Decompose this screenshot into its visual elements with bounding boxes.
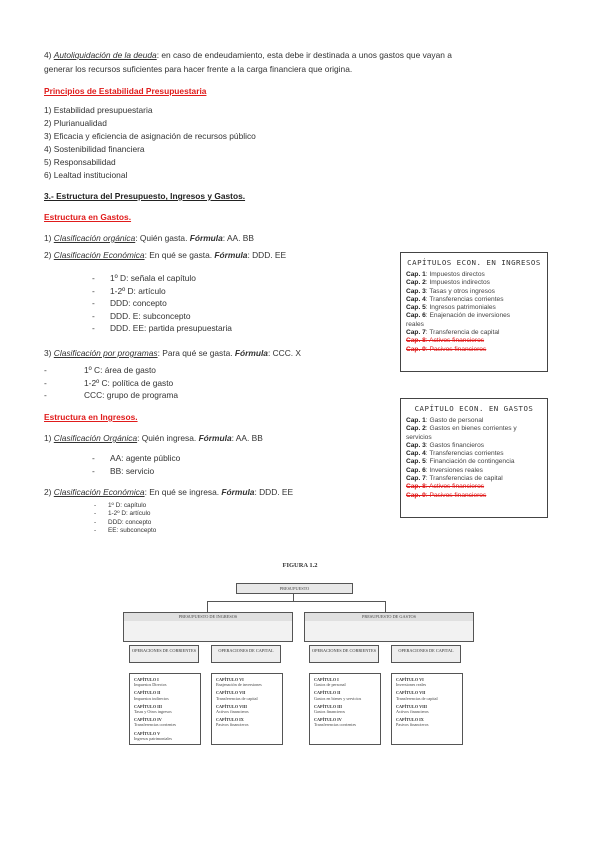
capitulo-key: Cap. 4	[406, 295, 426, 303]
capitulo-key: Cap. 3	[406, 287, 426, 295]
list-item	[92, 453, 180, 464]
figure-capitulo: CAPÍTULO I	[314, 677, 339, 682]
capitulo-key: Cap. 5	[406, 458, 426, 466]
principio-item: 1) Estabilidad presupuestaria	[44, 105, 153, 115]
list-item	[92, 286, 232, 297]
figure-capitulo-desc: Enajenación de inversiones	[216, 682, 262, 688]
bullet-icon: -	[92, 323, 95, 333]
capitulo-row	[401, 417, 547, 425]
list-item	[92, 466, 180, 477]
figure-capitulo-desc: Impuestos indirectos	[134, 695, 169, 701]
list-item-text: DDD: concepto	[110, 298, 167, 308]
figure-capitulo-desc: Transferencias corrientes	[314, 722, 357, 728]
figure-capitulo-desc: Pasivos financieros	[216, 722, 249, 728]
figure-capitulo: CAPÍTULO IV	[134, 717, 162, 723]
capitulo-key: Cap. 6	[406, 466, 426, 474]
figure-capitulo-desc: Activos financieros	[396, 709, 429, 715]
figure-col-1	[129, 673, 201, 745]
capitulo-row	[401, 288, 547, 296]
capitulo-key: Cap. 7	[406, 475, 426, 483]
figure-capitulo-desc: Tasas y Otros ingresos	[134, 709, 172, 715]
principio-item: 5) Responsabilidad	[44, 157, 116, 167]
list-item	[92, 323, 232, 334]
capitulo-key: Cap. 9	[406, 491, 426, 499]
list-item-text: 1-2º D: artículo	[110, 285, 166, 296]
bullet-icon: -	[92, 273, 95, 283]
list-item-text: CCC: grupo de programa	[84, 390, 179, 400]
list-item-text: AA: agente público	[110, 453, 181, 463]
capitulo-value: : Impuestos indirectos	[425, 279, 490, 287]
bullet-icon: -	[92, 465, 95, 476]
bullet-icon: -	[94, 510, 97, 518]
list-item	[94, 527, 156, 535]
list-item-text: DDD. EE: partida presupuestaria	[110, 323, 232, 333]
capitulo-value: : Gastos en bienes corrientes y	[425, 425, 517, 433]
capitulo-key: Cap. 2	[406, 279, 426, 287]
figure-capitulo: CAPÍTULO VII	[216, 690, 246, 696]
capitulo-value: : Inversiones reales	[425, 466, 483, 474]
figure-capitulo: CAPÍTULO III	[134, 703, 163, 709]
figure-capitulo-desc: Inversiones reales	[396, 682, 427, 688]
principios-list	[44, 105, 256, 183]
principio-item: 6) Lealtad institucional	[44, 170, 128, 180]
capitulo-key: Cap. 8	[406, 483, 426, 491]
capitulo-row	[401, 279, 547, 287]
figure-capitulo-desc: Ingresos patrimoniales	[134, 735, 173, 741]
capitulo-value: : Transferencia de capital	[425, 329, 500, 337]
capitulo-row	[401, 312, 547, 320]
capitulo-value: servicios	[406, 433, 432, 441]
gastos-programas-list	[44, 365, 178, 403]
list-item	[44, 365, 178, 376]
figure-head-2: OPERACIONES DE CAPITAL	[211, 645, 281, 663]
bullet-icon: -	[94, 527, 97, 535]
figure-capitulo: CAPÍTULO I	[134, 677, 159, 682]
box-capitulos-ingresos	[400, 252, 548, 372]
capitulo-row	[401, 467, 547, 475]
figure-capitulo-desc: Activos financieros	[216, 709, 249, 715]
figure-capitulo-desc: Impuestos Directos	[134, 682, 167, 688]
capitulo-value: : Financiación de contingencia	[425, 458, 515, 466]
list-item	[44, 390, 178, 401]
capitulo-key: Cap. 7	[406, 329, 426, 337]
figure-capitulo: CAPÍTULO VI	[396, 677, 424, 682]
figure-capitulo-desc: Gastos en bienes y servicios	[314, 695, 362, 701]
bullet-icon: -	[92, 298, 95, 308]
capitulo-value: : Impuestos directos	[425, 271, 485, 278]
capitulo-row	[401, 434, 547, 442]
figure-col-2	[211, 673, 283, 745]
figure-capitulo-desc: Gastos de personal	[314, 682, 346, 688]
bullet-icon: -	[94, 518, 97, 526]
gastos-clasif-programas: 3) Clasificación por programas: Para qué se gasta. Fórmula: CCC. X	[44, 348, 301, 358]
figure-left-bar: PRESUPUESTO DE INGRESOS	[124, 613, 292, 621]
capitulo-key: Cap. 5	[406, 304, 426, 312]
figure-capitulo: CAPÍTULO V	[134, 730, 161, 736]
bullet-icon: -	[92, 285, 95, 296]
figure-head-3: OPERACIONES DE CORRIENTES	[309, 645, 379, 663]
gastos-clasif-economica: 2) Clasificación Económica: En qué se gasta. Fórmula: DDD. EE	[44, 250, 287, 260]
gastos-heading: Estructura en Gastos.	[44, 212, 132, 222]
bullet-icon: -	[92, 453, 95, 463]
list-item-text: 1º D: señala el capítulo	[110, 273, 196, 283]
capitulo-value: : Pasivos financieros	[425, 345, 487, 353]
box-gastos-title: CAPÍTULO ECON. EN GASTOS	[414, 404, 534, 413]
figure-connector	[207, 601, 385, 602]
list-item-text: BB: servicio	[110, 465, 155, 476]
figure-capitulo: CAPÍTULO VIII	[396, 703, 427, 709]
capitulo-row	[401, 483, 547, 491]
figure-col-3	[309, 673, 381, 745]
figure-capitulo: CAPÍTULO IX	[396, 717, 424, 723]
principio-item: 3) Eficacia y eficiencia de asignación de recursos público	[44, 131, 256, 141]
capitulo-key: Cap. 1	[406, 271, 426, 278]
figure-capitulo: CAPÍTULO VIII	[216, 703, 247, 709]
capitulo-value: : Activos financieros	[425, 337, 485, 345]
figure-capitulo: CAPÍTULO VI	[216, 677, 244, 682]
capitulo-value: : Enajenación de inversiones	[425, 312, 511, 320]
list-item-text: 1º C: área de gasto	[84, 365, 156, 375]
box-ingresos-title: CAPÍTULOS ECON. EN INGRESOS	[407, 258, 541, 267]
bullet-icon: -	[44, 365, 47, 375]
figure-right-group	[304, 612, 474, 642]
figure-capitulo-desc: Transferencias de capital	[396, 695, 438, 701]
ingresos-economica-list	[94, 502, 156, 536]
figure-right-bar: PRESUPUESTO DE GASTOS	[305, 613, 473, 621]
bullet-icon: -	[94, 502, 97, 509]
figure-capitulo: CAPÍTULO IX	[216, 717, 244, 723]
capitulo-row	[401, 304, 547, 312]
box-capitulos-gastos	[400, 398, 548, 518]
list-item	[92, 311, 232, 322]
capitulo-row	[401, 442, 547, 450]
figure-title: FIGURA 1.2	[282, 562, 318, 569]
capitulo-value: : Gasto de personal	[425, 417, 484, 424]
capitulo-value: : Pasivos financieros	[425, 491, 487, 499]
figure-col-4	[391, 673, 463, 745]
capitulo-key: Cap. 1	[406, 417, 426, 424]
list-item-text: EE: subconcepto	[108, 527, 157, 535]
principios-heading: Principios de Estabilidad Presupuestaria	[44, 86, 207, 96]
capitulo-key: Cap. 6	[406, 312, 426, 320]
figure-capitulo: CAPÍTULO II	[314, 690, 341, 696]
capitulo-row	[401, 337, 547, 345]
bullet-icon: -	[92, 310, 95, 321]
figure-root: PRESUPUESTO	[236, 583, 353, 594]
figure-capitulo-desc: Transferencias corrientes	[134, 722, 177, 728]
bullet-icon: -	[44, 377, 47, 388]
capitulo-row	[401, 296, 547, 304]
capitulo-key: Cap. 9	[406, 345, 426, 353]
list-item	[94, 502, 156, 510]
list-item	[94, 510, 156, 518]
principio-item: 2) Plurianualidad	[44, 118, 107, 128]
capitulo-row	[401, 458, 547, 466]
gastos-economica-list	[92, 273, 232, 336]
figure-capitulo: CAPÍTULO VII	[396, 690, 426, 696]
list-item	[92, 298, 232, 309]
intro-line-2: generar los recursos suficientes para hacer frente a la carga financiera que origina.	[44, 64, 353, 74]
list-item-text: 1º D: capítulo	[108, 502, 147, 509]
capitulo-row	[401, 492, 547, 500]
capitulo-row	[401, 329, 547, 337]
capitulo-key: Cap. 8	[406, 337, 426, 345]
capitulo-key: Cap. 4	[406, 450, 426, 458]
figure-head-4: OPERACIONES DE CAPITAL	[391, 645, 461, 663]
capitulo-row	[401, 271, 547, 279]
list-item	[92, 273, 232, 284]
list-item-text: DDD: concepto	[108, 518, 152, 526]
capitulo-row	[401, 425, 547, 433]
capitulo-row	[401, 450, 547, 458]
list-item-text: DDD. E: subconcepto	[110, 310, 191, 321]
capitulo-value: : Tasas y otros ingresos	[425, 287, 495, 295]
capitulo-value: : Activos financieros	[425, 483, 485, 491]
list-item-text: 1-2º D: artículo	[108, 510, 151, 518]
ingresos-organica-list	[92, 453, 180, 478]
gastos-clasif-organica: 1) Clasificación orgánica: Quién gasta. Fórmula: AA. BB	[44, 233, 254, 243]
bullet-icon: -	[44, 390, 47, 400]
figure-capitulo-desc: Pasivos financieros	[396, 722, 429, 728]
figure-capitulo: CAPÍTULO II	[134, 690, 161, 696]
figure-capitulo-desc: Gastos financieros	[314, 709, 346, 715]
capitulo-value: : Transferencias corrientes	[425, 450, 504, 458]
list-item-text: 1-2º C: política de gasto	[84, 377, 174, 388]
list-item	[94, 519, 156, 527]
list-item	[44, 378, 178, 389]
capitulo-value: : Transferencias corrientes	[425, 295, 504, 303]
section-3-heading: 3.- Estructura del Presupuesto, Ingresos y Gastos.	[44, 191, 246, 201]
capitulo-row	[401, 321, 547, 329]
figure-left-group	[123, 612, 293, 642]
capitulo-value: : Ingresos patrimoniales	[425, 304, 496, 312]
capitulo-value: : Gastos financieros	[425, 441, 485, 449]
capitulo-row	[401, 475, 547, 483]
figure-capitulo: CAPÍTULO III	[314, 703, 343, 709]
ingresos-clasif-organica: 1) Clasificación Orgánica: Quién ingresa. Fórmula: AA. BB	[44, 433, 263, 443]
capitulo-row	[401, 346, 547, 354]
ingresos-heading: Estructura en Ingresos.	[44, 412, 138, 422]
intro-line-1: 4) Autoliquidación de la deuda: en caso de endeudamiento, esta debe ir destinada a unos gastos que vayan a	[44, 50, 452, 60]
capitulo-key: Cap. 2	[406, 425, 426, 433]
principio-item: 4) Sostenibilidad financiera	[44, 144, 145, 154]
figure-capitulo-desc: Transferencias de capital	[216, 695, 258, 701]
capitulo-value: : Transferencias de capital	[425, 475, 503, 483]
capitulo-key: Cap. 3	[406, 441, 426, 449]
figure-head-1: OPERACIONES DE CORRIENTES	[129, 645, 199, 663]
term-autoliquidacion: Autoliquidación de la deuda	[53, 50, 157, 60]
figure-capitulo: CAPÍTULO IV	[314, 717, 342, 723]
capitulo-value: reales	[406, 320, 424, 328]
ingresos-clasif-economica: 2) Clasificación Económica: En qué se ingresa. Fórmula: DDD. EE	[44, 487, 294, 497]
